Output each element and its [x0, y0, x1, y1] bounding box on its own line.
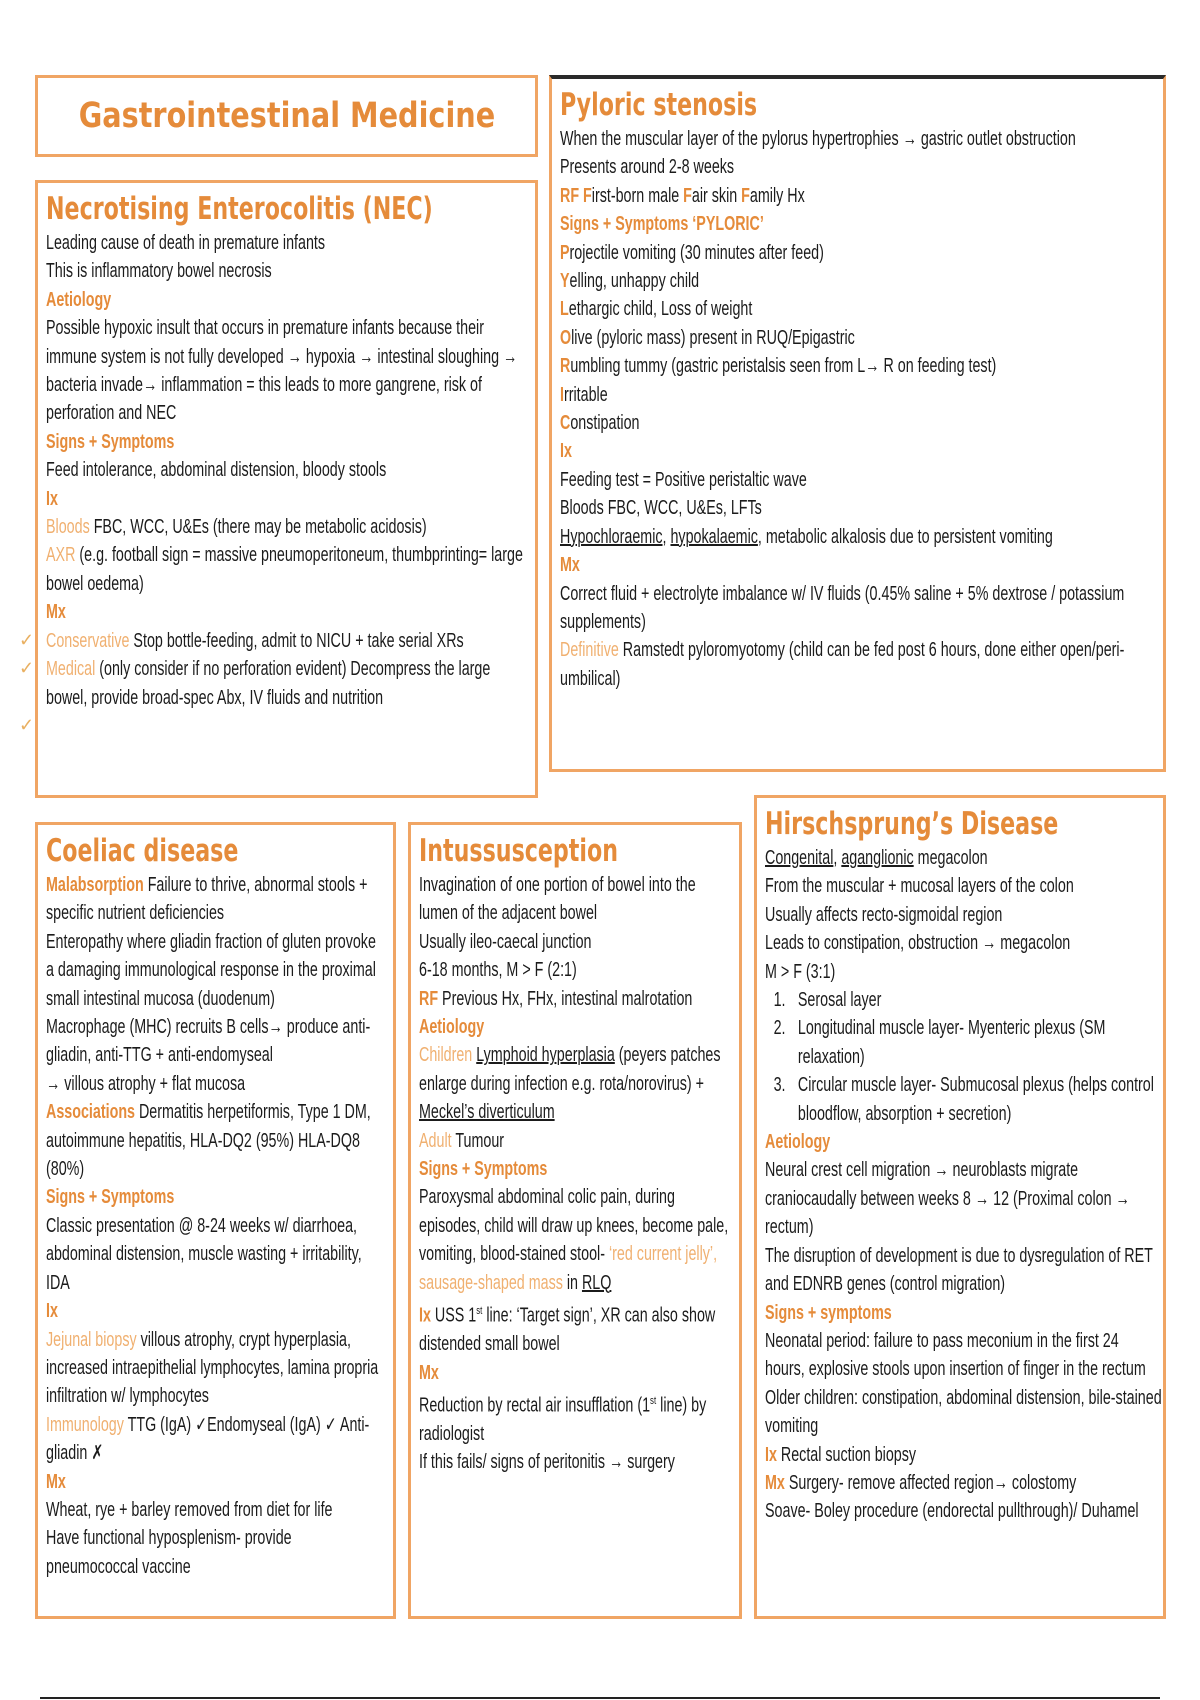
nec-conservative — [46, 627, 526, 655]
nec-medical-text: (only consider if no perforation evident) Decompress the large bowel, provide broad-spec Abx, IV fluids and nutrition — [46, 658, 491, 709]
hirsch-aetiology-heading: Aetiology — [765, 1131, 831, 1154]
mnemonic-i — [560, 381, 1161, 409]
pyloric-signs-heading: Signs + Symptoms ‘PYLORIC’ — [560, 213, 764, 236]
mnemonic-text: live (pyloric mass) present in RUQ/Epigastric — [571, 326, 855, 349]
hirsch-signs-2: Older children: constipation, abdominal distension, bile-stained vomiting — [765, 1386, 1162, 1438]
pyloric-mx-heading: Mx — [560, 554, 580, 577]
intuss-rf-label: RF — [419, 987, 439, 1010]
hirsch-mx-label: Mx — [765, 1471, 785, 1494]
intuss-rf-text: Previous Hx, FHx, intestinal malrotation — [438, 987, 693, 1010]
mnemonic-letter: Y — [560, 270, 570, 293]
pyloric-ix-3-rest: , metabolic alkalosis due to persistent vomiting — [757, 525, 1053, 548]
nec-conservative-text: Stop bottle-feeding, admit to NICU + take serial XRs — [129, 629, 464, 652]
hirsch-line-5: M > F (3:1) — [765, 960, 836, 983]
pyloric-section — [549, 75, 1166, 772]
hirsch-ix-text: Rectal suction biopsy — [776, 1443, 917, 1466]
intuss-signs-highlight: ‘red current jelly’, sausage-shaped mass — [419, 1243, 718, 1294]
intuss-adult-label: Adult — [419, 1129, 452, 1152]
coeliac-jejunal-label: Jejunal biopsy — [46, 1328, 137, 1351]
coeliac-para-2: Enteropathy where gliadin fraction of gluten provoke a damaging immunological response in the proximal small intestinal mucosa (duodenum) — [46, 930, 376, 1010]
coeliac-assoc-text: Dermatitis herpetiformis, Type 1 DM, autoimmune hepatitis, HLA-DQ2 (95%) HLA-DQ8 (80%) — [46, 1101, 371, 1181]
hirsch-mx-2: Soave- Boley procedure (endorectal pullthrough)/ Duhamel — [765, 1500, 1139, 1523]
intuss-rlq: RLQ — [581, 1271, 612, 1294]
nec-intro-2: This is inflammatory bowel necrosis — [46, 260, 272, 283]
nec-aetiology-text: Possible hypoxic insult that occurs in premature infants because their immune system is not fully developed → hypoxia → intestinal sloughing → bacteria invade→ inflammation = this leads to more gangrene, risk of perforation and NEC — [46, 317, 518, 425]
nec-aetiology-heading: Aetiology — [46, 288, 112, 311]
hirsch-line-1 — [765, 844, 1162, 872]
nec-medical-label: Medical — [46, 658, 96, 681]
intuss-para-2: Usually ileo-caecal junction — [419, 930, 592, 953]
list-text: Circular muscle layer- Submucosal plexus (helps control bloodflow, absorption + secretion) — [797, 1074, 1154, 1125]
pyloric-definitive-text: Ramstedt pyloromyotomy (child can be fed post 6 hours, done either open/peri-umbilical) — [560, 639, 1125, 690]
coeliac-mx-1: Wheat, rye + barley removed from diet for life — [46, 1498, 333, 1521]
pyloric-rf — [560, 182, 1161, 210]
hirschsprung-section — [754, 795, 1166, 1619]
hirsch-title: Hirschsprung’s Disease — [765, 806, 1059, 842]
mnemonic-text: elling, unhappy child — [569, 270, 700, 293]
hirsch-aetiology-1: Neural crest cell migration → neuroblasts migrate craniocaudally between weeks 8 → 12 (Proximal colon → rectum) — [765, 1159, 1130, 1239]
intuss-aetiology-heading: Aetiology — [419, 1016, 485, 1039]
intuss-para-1: Invagination of one portion of bowel into the lumen of the adjacent bowel — [419, 874, 696, 925]
intuss-mx-text-b: line) by radiologist — [419, 1394, 707, 1446]
list-text: Longitudinal muscle layer- Myenteric plexus (SM relaxation) — [797, 1017, 1106, 1068]
intuss-title: Intussusception — [419, 833, 619, 869]
hirsch-ix — [765, 1441, 1162, 1469]
mnemonic-p — [560, 239, 1161, 267]
hirsch-list-item-3 — [765, 1071, 1162, 1128]
mnemonic-l — [560, 295, 1161, 323]
rf-text-2: air skin — [691, 184, 742, 207]
nec-ix-heading: Ix — [46, 487, 58, 510]
pyloric-title: Pyloric stenosis — [560, 87, 758, 123]
hirsch-signs-heading: Signs + symptoms — [765, 1301, 892, 1324]
intuss-ix-label: Ix — [419, 1304, 431, 1327]
intuss-rf — [419, 985, 734, 1013]
rf-letter-2: F — [683, 184, 692, 207]
intuss-ix-text-b: line: ‘Target sign’, XR can also show distended small bowel — [419, 1304, 716, 1356]
nec-axr-label: AXR — [46, 544, 76, 567]
nec-medical — [46, 655, 526, 712]
list-number: 1. — [773, 989, 786, 1012]
nec-title: Necrotising Enterocolitis (NEC) — [46, 191, 433, 227]
intuss-meckel: Meckel’s diverticulum — [419, 1101, 555, 1124]
intuss-mx-text-a: Reduction by rectal air insufflation (1 — [419, 1394, 651, 1417]
list-number: 2. — [773, 1017, 786, 1040]
pyloric-definitive-label: Definitive — [560, 639, 619, 662]
pyloric-mx-1: Correct fluid + electrolyte imbalance w/ IV fluids (0.45% saline + 5% dextrose / potassium supplements) — [560, 582, 1125, 633]
mnemonic-text: onstipation — [570, 412, 640, 435]
mnemonic-c — [560, 409, 1161, 437]
mnemonic-letter: R — [560, 355, 571, 378]
pyloric-definitive — [560, 636, 1161, 693]
nec-bloods — [46, 513, 526, 541]
intuss-mx-heading: Mx — [419, 1361, 439, 1384]
rf-text-3: amily Hx — [749, 184, 805, 207]
intuss-children-label: Children — [419, 1044, 473, 1067]
hirsch-mx-text: Surgery- remove affected region→ colostomy — [784, 1471, 1077, 1494]
mnemonic-letter: L — [560, 298, 569, 321]
nec-bloods-text: FBC, WCC, U&Es (there may be metabolic acidosis) — [89, 516, 427, 539]
intussusception-section — [408, 822, 742, 1619]
intuss-adult-text: Tumour — [451, 1129, 505, 1152]
coeliac-malabs-label: Malabsorption — [46, 874, 144, 896]
rf-letter-3: F — [741, 184, 750, 207]
coeliac-signs: Classic presentation @ 8-24 weeks w/ diarrhoea, abdominal distension, muscle wasting + irritability, IDA — [46, 1214, 362, 1294]
coeliac-mx-heading: Mx — [46, 1470, 66, 1493]
hirsch-ix-label: Ix — [765, 1443, 777, 1466]
mnemonic-text: rritable — [563, 383, 608, 406]
hirsch-mx — [765, 1469, 1162, 1497]
hirsch-congenital: Congenital — [765, 847, 834, 869]
separator: , — [833, 847, 842, 869]
coeliac-section — [35, 822, 396, 1619]
check-mark-3: ✓ — [19, 715, 35, 735]
hirsch-line-4: Leads to constipation, obstruction → megacolon — [765, 932, 1071, 955]
intuss-mx-sup: st — [650, 1394, 657, 1407]
coeliac-malabs-text: Failure to thrive, abnormal stools + specific nutrient deficiencies — [46, 874, 368, 925]
list-number: 3. — [773, 1074, 786, 1097]
intuss-ix-text-a: USS 1 — [430, 1304, 477, 1327]
coeliac-ix-heading: Ix — [46, 1300, 58, 1323]
title-box — [35, 75, 538, 157]
coeliac-title: Coeliac disease — [46, 833, 239, 869]
intuss-ix-sup: st — [476, 1305, 483, 1318]
mnemonic-o — [560, 324, 1161, 352]
coeliac-associations — [46, 1098, 386, 1183]
pyloric-ix-2: Bloods FBC, WCC, U&Es, LFTs — [560, 497, 762, 520]
hirsch-megacolon: megacolon — [913, 847, 988, 869]
intuss-ix — [419, 1297, 734, 1358]
rf-text-1: irst-born male — [591, 184, 684, 207]
hypokalaemic-term: hypokalaemic — [670, 525, 758, 548]
list-text: Serosal layer — [797, 989, 882, 1012]
nec-conservative-label: Conservative — [46, 629, 130, 652]
intuss-children — [419, 1041, 734, 1126]
coeliac-jejunal-text: villous atrophy, crypt hyperplasia, increased intraepithelial lymphocytes, lamina propria infiltration w/ lymphocytes — [46, 1328, 379, 1408]
intuss-signs-text: Paroxysmal abdominal colic pain, during episodes, child will draw up knees, become pale, vomiting, blood-stained stool- — [419, 1186, 729, 1266]
nec-intro-1: Leading cause of death in premature infants — [46, 232, 326, 254]
bottom-rule — [40, 1697, 1160, 1699]
coeliac-para-3: Macrophage (MHC) recruits B cells→ produce anti-gliadin, anti-TTG + anti-endomyseal — [46, 1016, 371, 1067]
coeliac-immunology — [46, 1411, 386, 1468]
pyloric-ix-3 — [560, 523, 1161, 551]
mnemonic-y — [560, 267, 1161, 295]
nec-bloods-label: Bloods — [46, 516, 90, 539]
coeliac-mx-2: Have functional hyposplenism- provide pneumococcal vaccine — [46, 1527, 292, 1578]
coeliac-jejunal — [46, 1326, 386, 1411]
mnemonic-text: ethargic child, Loss of weight — [568, 298, 753, 321]
intuss-signs-heading: Signs + Symptoms — [419, 1158, 548, 1181]
coeliac-assoc-label: Associations — [46, 1101, 136, 1124]
page-title: Gastrointestinal Medicine — [78, 96, 495, 136]
coeliac-para-4: → villous atrophy + flat mucosa — [46, 1072, 246, 1095]
hirsch-aetiology-2: The disruption of development is due to dysregulation of RET and EDNRB genes (control migration) — [765, 1244, 1153, 1296]
hirsch-line-3: Usually affects recto-sigmoidal region — [765, 903, 1003, 926]
nec-signs-text: Feed intolerance, abdominal distension, bloody stools — [46, 459, 387, 482]
mnemonic-text: rojectile vomiting (30 minutes after feed) — [569, 241, 824, 264]
intuss-adult — [419, 1127, 734, 1155]
pyloric-line-1: When the muscular layer of the pylorus hypertrophies → gastric outlet obstruction — [560, 128, 1076, 150]
hirsch-list-item-1 — [765, 986, 1162, 1014]
check-mark-1: ✓ — [19, 630, 35, 650]
intuss-children-text: (peyers patches enlarge during infection e.g. rota/norovirus) + — [419, 1044, 721, 1095]
mnemonic-text: umbling tummy (gastric peristalsis seen from L→ R on feeding test) — [570, 355, 997, 378]
intuss-mx-2: If this fails/ signs of peritonitis → surgery — [419, 1451, 675, 1474]
hirsch-aganglionic: aganglionic — [841, 847, 914, 869]
intuss-lymphoid: Lymphoid hyperplasia — [476, 1044, 615, 1067]
pyloric-ix-heading: Ix — [560, 440, 572, 463]
rf-letter-1: F — [583, 184, 592, 207]
mnemonic-letter: I — [560, 383, 564, 406]
mnemonic-r — [560, 352, 1161, 380]
nec-mx-heading: Mx — [46, 601, 66, 624]
nec-axr-text: (e.g. football sign = massive pneumoperitoneum, thumbprinting= large bowel oedema) — [46, 544, 523, 595]
mnemonic-letter: P — [560, 241, 570, 264]
pyloric-line-2: Presents around 2-8 weeks — [560, 156, 735, 179]
nec-axr — [46, 541, 526, 598]
nec-signs-heading: Signs + Symptoms — [46, 430, 175, 453]
coeliac-immuno-text: TTG (IgA) ✓Endomyseal (IgA) ✓ Anti-gliadin ✗ — [46, 1413, 370, 1465]
check-mark-2: ✓ — [19, 658, 35, 678]
pyloric-rf-label: RF — [560, 184, 580, 207]
coeliac-immuno-label: Immunology — [46, 1413, 124, 1436]
hirsch-list-item-2 — [765, 1014, 1162, 1071]
coeliac-malabsorption — [46, 871, 386, 928]
intuss-signs-in: in — [562, 1271, 582, 1294]
separator: , — [662, 525, 671, 548]
intuss-signs — [419, 1183, 734, 1297]
mnemonic-letter: C — [560, 412, 571, 435]
pyloric-ix-1: Feeding test = Positive peristaltic wave — [560, 468, 807, 491]
nec-section — [35, 180, 538, 798]
hirsch-line-2: From the muscular + mucosal layers of the colon — [765, 875, 1074, 898]
mnemonic-letter: O — [560, 326, 572, 349]
coeliac-signs-heading: Signs + Symptoms — [46, 1186, 175, 1209]
intuss-para-3: 6-18 months, M > F (2:1) — [419, 959, 577, 982]
hirsch-signs-1: Neonatal period: failure to pass meconium in the first 24 hours, explosive stools upon insertion of finger in the rectum — [765, 1329, 1146, 1381]
hypochloraemic-term: Hypochloraemic — [560, 525, 663, 548]
intuss-mx-1 — [419, 1387, 734, 1448]
